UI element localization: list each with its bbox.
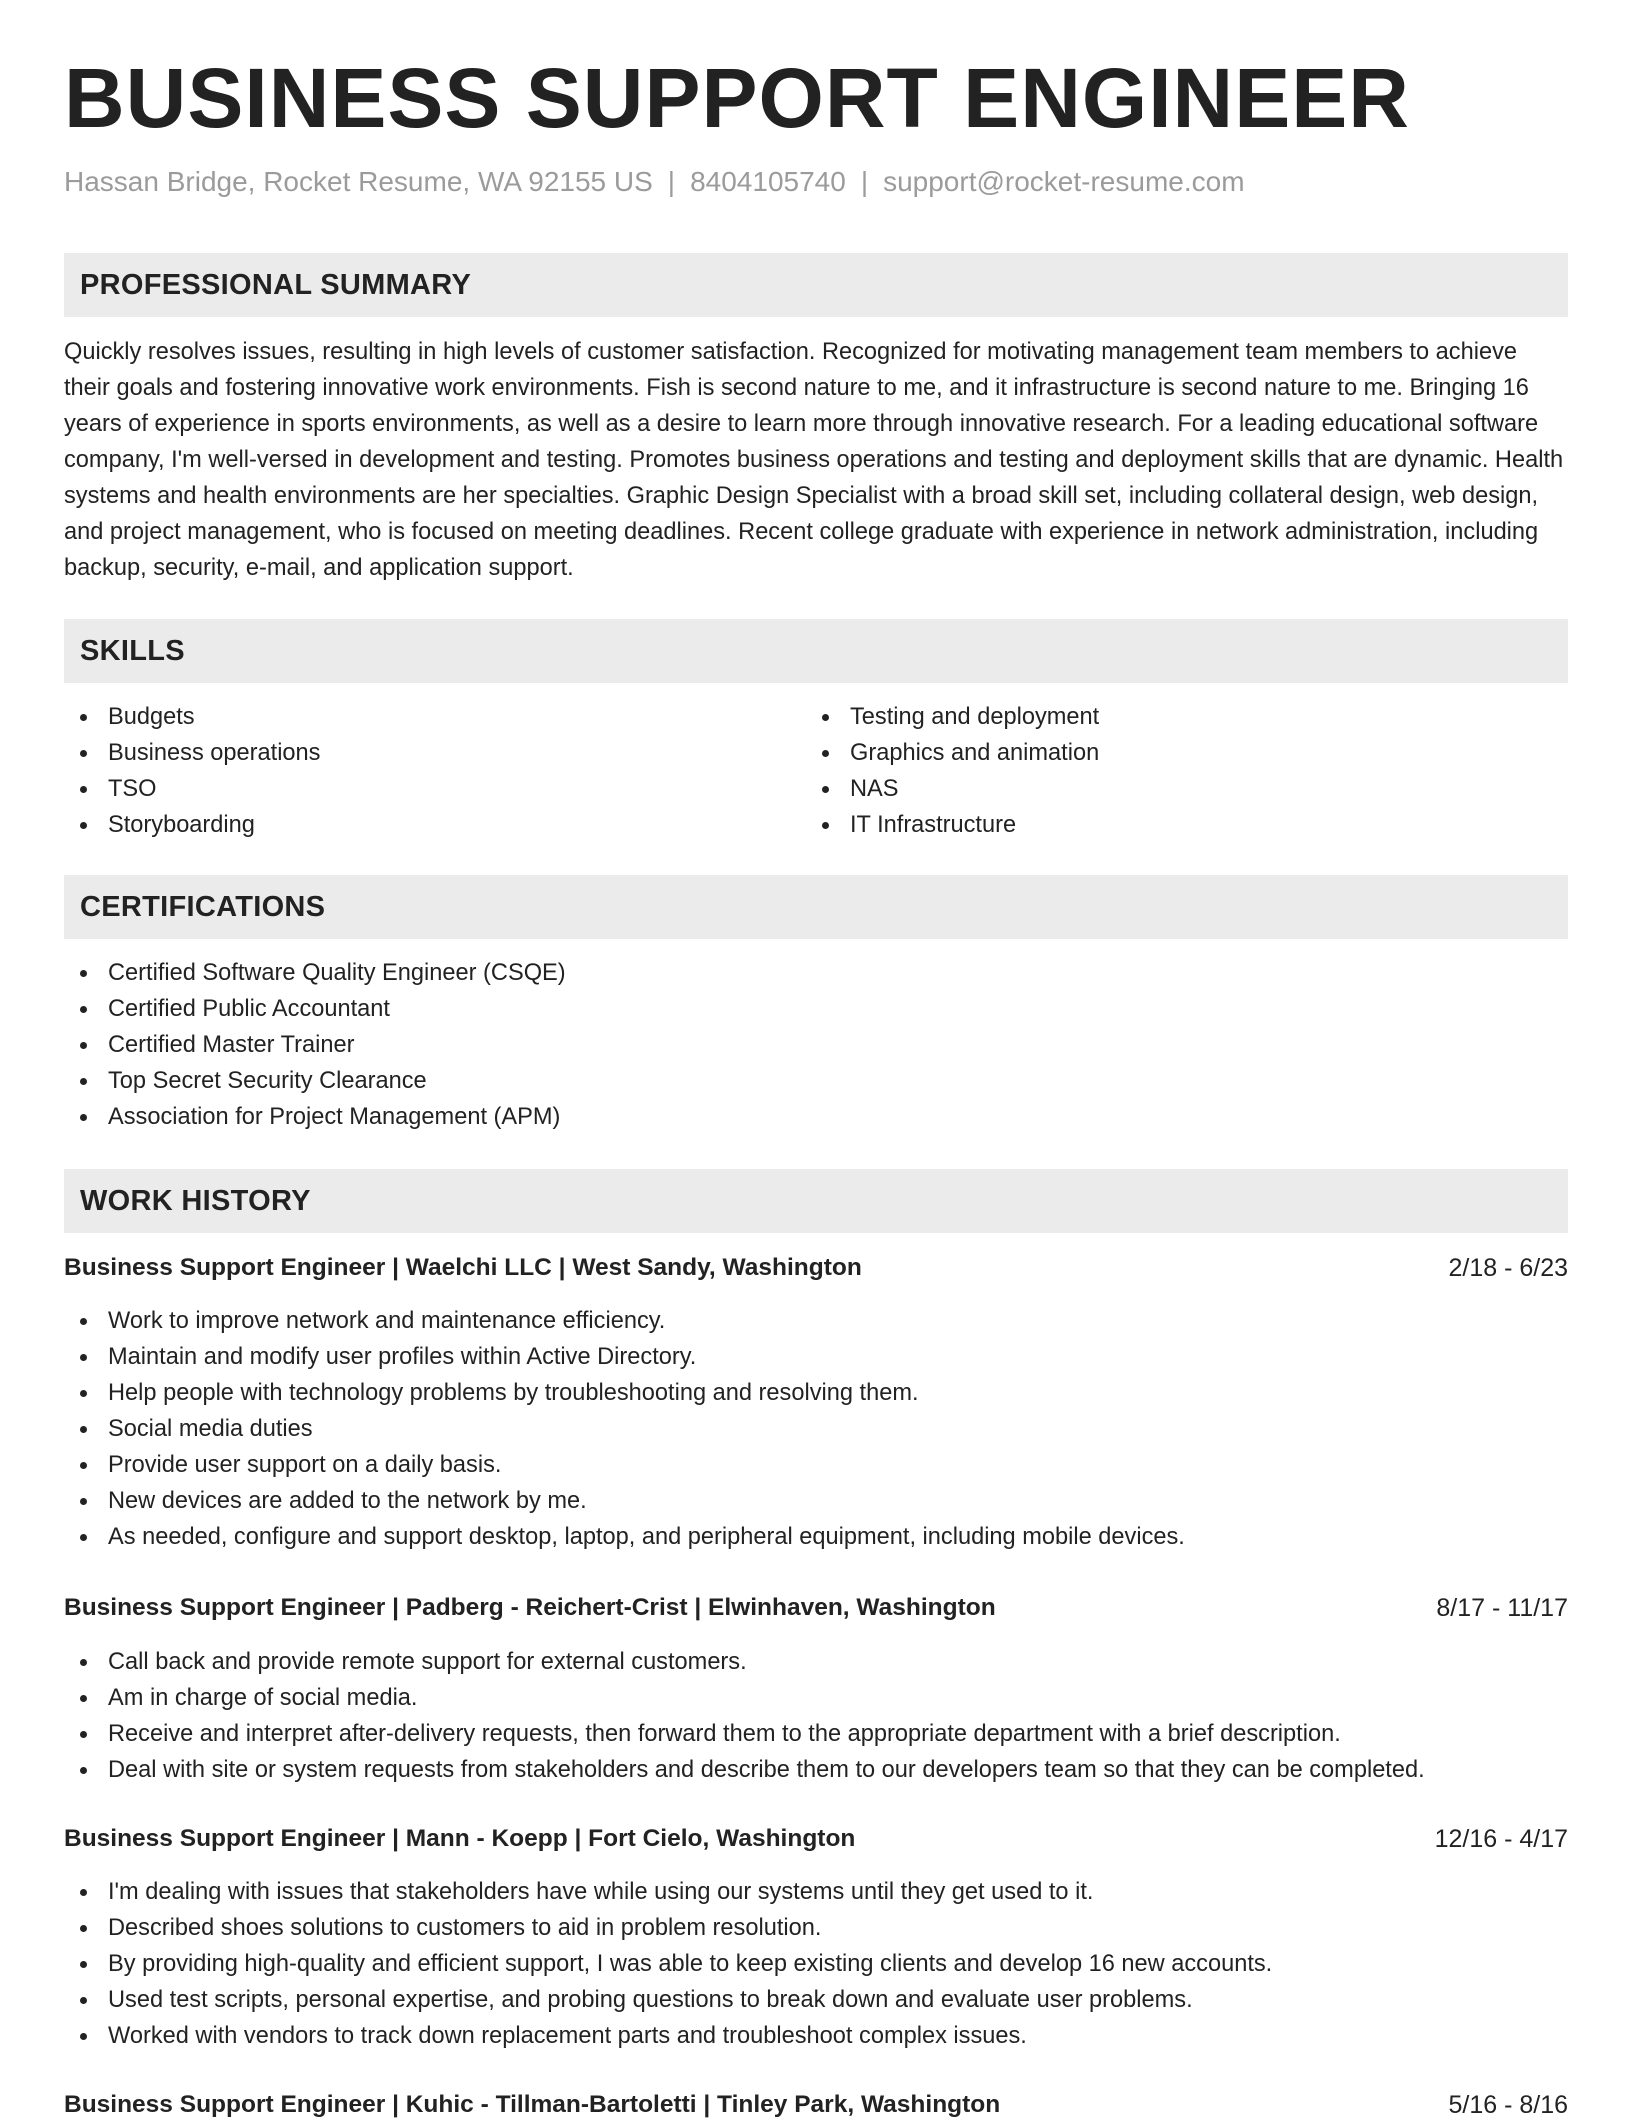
job-duty-item: Work to improve network and maintenance efficiency. bbox=[64, 1303, 1185, 1339]
certification-item: Certified Software Quality Engineer (CSQE) bbox=[64, 955, 566, 991]
job-duty-item: Provide user support on a daily basis. bbox=[64, 1447, 1185, 1483]
job-duties-list bbox=[64, 1644, 1425, 1788]
job-duty-item: By providing high-quality and efficient support, I was able to keep existing clients and develop 16 new accounts. bbox=[64, 1946, 1272, 1982]
section-header-skills bbox=[64, 619, 1568, 683]
skills-list-left bbox=[64, 699, 320, 843]
job-duty-item: I'm dealing with issues that stakeholders have while using our systems until they get used to it. bbox=[64, 1874, 1272, 1910]
certification-item: Certified Public Accountant bbox=[64, 991, 566, 1027]
skill-item: Graphics and animation bbox=[806, 735, 1099, 771]
job-duties-list bbox=[64, 1874, 1272, 2054]
summary-text: Quickly resolves issues, resulting in high levels of customer satisfaction. Recognized for motivating management team members to achieve their goals and fostering innovative work environments. Fish is second nature to me, and it infrastructure is second nature to me. Bringing 16 years of experience in sports environments, as well as a desire to learn more through innovative research. For a leading educational software company, I'm well-versed in development and testing. Promotes business operations and testing and deployment skills that are dynamic. Health systems and health environments are her specialties. Graphic Design Specialist with a broad skill set, including collateral design, web design, and project management, who is focused on meeting deadlines. Recent college graduate with experience in network administration, including backup, security, e-mail, and application support. bbox=[64, 339, 1564, 581]
certifications-list bbox=[64, 955, 566, 1135]
job-duty-item: As needed, configure and support desktop, laptop, and peripheral equipment, including mobile devices. bbox=[64, 1519, 1185, 1555]
skill-item: NAS bbox=[806, 771, 1099, 807]
section-header-certifications bbox=[64, 875, 1568, 939]
job-duty-item: Help people with technology problems by troubleshooting and resolving them. bbox=[64, 1375, 1185, 1411]
job-duty-item: Worked with vendors to track down replacement parts and troubleshoot complex issues. bbox=[64, 2018, 1272, 2054]
job-duty-item: Social media duties bbox=[64, 1411, 1185, 1447]
section-title: WORK HISTORY bbox=[80, 1184, 311, 1217]
job-duty-item: Described shoes solutions to customers to aid in problem resolution. bbox=[64, 1910, 1272, 1946]
certification-item: Top Secret Security Clearance bbox=[64, 1063, 566, 1099]
skill-item: TSO bbox=[64, 771, 320, 807]
skill-item: Budgets bbox=[64, 699, 320, 735]
contact-address: Hassan Bridge, Rocket Resume, WA 92155 US bbox=[64, 166, 653, 197]
job-duty-item: Am in charge of social media. bbox=[64, 1680, 1425, 1716]
job-duty-item: Call back and provide remote support for external customers. bbox=[64, 1644, 1425, 1680]
skill-item: Testing and deployment bbox=[806, 699, 1099, 735]
job-duty-item: Maintain and modify user profiles within Active Directory. bbox=[64, 1339, 1185, 1375]
job-dates: 5/16 - 8/16 bbox=[1448, 2091, 1568, 2119]
skill-item: Business operations bbox=[64, 735, 320, 771]
contact-separator: | bbox=[667, 166, 676, 197]
job-dates: 12/16 - 4/17 bbox=[1434, 1825, 1568, 1853]
skills-list-right bbox=[806, 699, 1099, 843]
certification-item: Certified Master Trainer bbox=[64, 1027, 566, 1063]
job-duty-item: New devices are added to the network by me. bbox=[64, 1483, 1185, 1519]
job-title: Business Support Engineer | Mann - Koepp | Fort Cielo, Washington bbox=[64, 1825, 856, 1852]
job-duty-item: Deal with site or system requests from stakeholders and describe them to our developers team so that they can be completed. bbox=[64, 1752, 1425, 1788]
job-duty-item: Receive and interpret after-delivery requests, then forward them to the appropriate department with a brief description. bbox=[64, 1716, 1425, 1752]
contact-phone: 8404105740 bbox=[690, 166, 846, 197]
certification-item: Association for Project Management (APM) bbox=[64, 1099, 566, 1135]
job-title: Business Support Engineer | Padberg - Reichert-Crist | Elwinhaven, Washington bbox=[64, 1594, 996, 1621]
contact-line bbox=[64, 166, 1245, 198]
section-title: SKILLS bbox=[80, 634, 185, 667]
skill-item: IT Infrastructure bbox=[806, 807, 1099, 843]
job-duties-list bbox=[64, 1303, 1185, 1555]
job-dates: 8/17 - 11/17 bbox=[1436, 1594, 1568, 1622]
job-title: Business Support Engineer | Kuhic - Tillman-Bartoletti | Tinley Park, Washington bbox=[64, 2091, 1001, 2118]
contact-email: support@rocket-resume.com bbox=[883, 166, 1245, 197]
section-header-work-history bbox=[64, 1169, 1568, 1233]
job-duty-item: Used test scripts, personal expertise, and probing questions to break down and evaluate user problems. bbox=[64, 1982, 1272, 2018]
skill-item: Storyboarding bbox=[64, 807, 320, 843]
resume-title: BUSINESS SUPPORT ENGINEER bbox=[64, 51, 1410, 145]
contact-separator: | bbox=[860, 166, 869, 197]
section-title: PROFESSIONAL SUMMARY bbox=[80, 268, 472, 301]
section-title: CERTIFICATIONS bbox=[80, 890, 326, 923]
section-header-summary bbox=[64, 253, 1568, 317]
job-title: Business Support Engineer | Waelchi LLC | West Sandy, Washington bbox=[64, 1254, 862, 1281]
job-dates: 2/18 - 6/23 bbox=[1448, 1254, 1568, 1282]
